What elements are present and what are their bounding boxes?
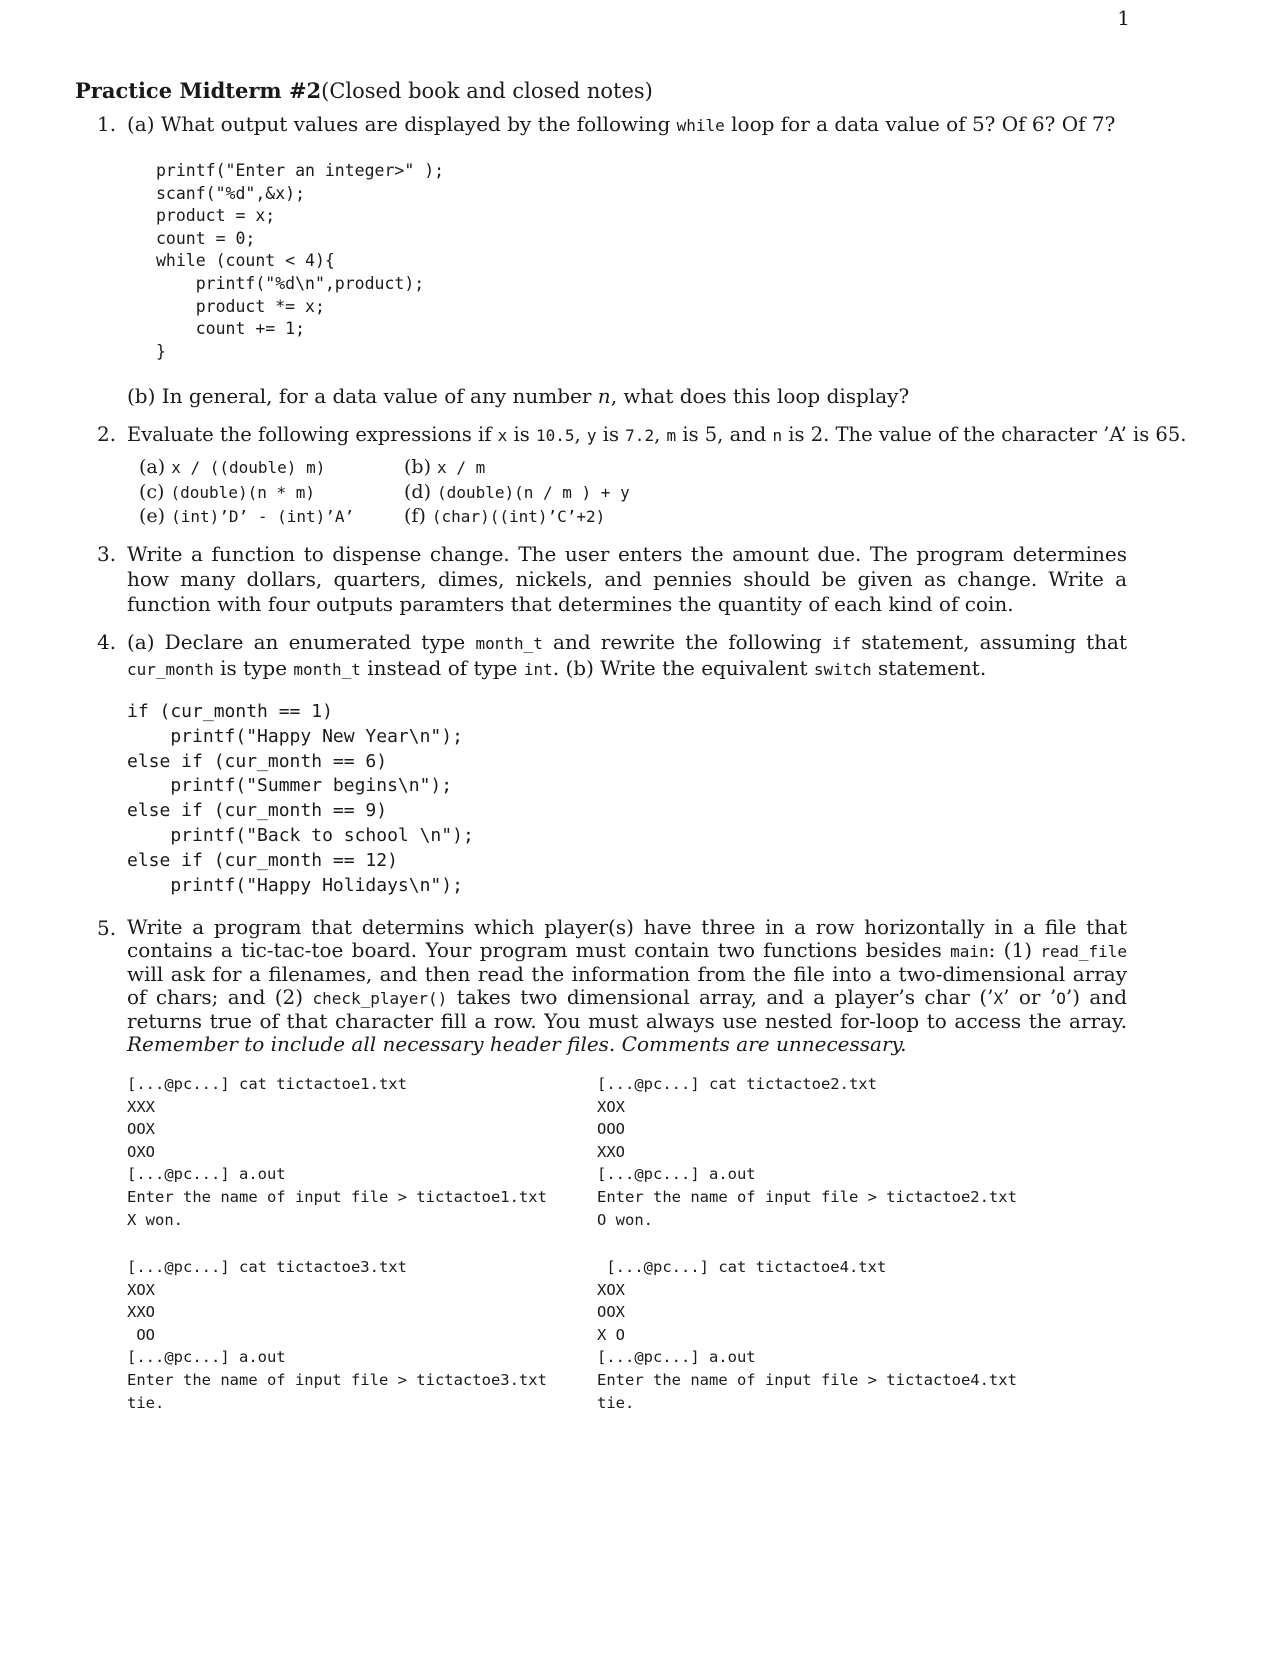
- expr-item: (b) x / m: [404, 456, 486, 478]
- terminal-line: OOX: [127, 1120, 155, 1139]
- q2-x: x: [497, 426, 508, 445]
- q1-text-1: (a) What output values are displayed by the following: [127, 112, 671, 136]
- page-number: 1: [1117, 6, 1130, 30]
- terminal-line: OOX: [597, 1303, 625, 1322]
- example-4: [597, 1256, 1017, 1414]
- question-4-number: 4.: [97, 630, 117, 654]
- q2-y-val: 7.2: [625, 426, 655, 445]
- q1b-text-2: , what does this loop display?: [610, 384, 910, 408]
- q2-text-end: is 2. The value of the character ’A’ is 65.: [788, 423, 1187, 446]
- q1-text-2: loop for a data value of 5? Of 6? Of 7?: [731, 112, 1116, 136]
- title-bold: Practice Midterm #2: [75, 78, 322, 103]
- code-line: product = x;: [156, 206, 276, 226]
- q2-is: is: [602, 423, 619, 446]
- q1b-var: n: [597, 384, 611, 408]
- question-4-text: (a) Declare an enumerated type month_t and rewrite the following if statement, assuming that cur_month is type month_t instead of type int. (b) Write the equivalent switch statement.: [127, 630, 1128, 680]
- code-line: printf("Summer begins\n");: [127, 775, 453, 797]
- q2-y: y: [586, 426, 597, 445]
- terminal-line: Enter the name of input file > tictactoe1.txt: [127, 1187, 547, 1206]
- terminal-line: [...@pc...] cat tictactoe1.txt: [127, 1075, 407, 1093]
- terminal-line: Enter the name of input file > tictactoe4.txt: [597, 1370, 1017, 1389]
- terminal-line: [...@pc...] a.out: [597, 1165, 756, 1184]
- code-line: printf("%d\n",product);: [156, 273, 425, 293]
- expr-item: (d) (double)(n / m ) + y: [404, 480, 630, 503]
- example-1: [127, 1073, 547, 1231]
- question-5-text: Write a program that determins which player(s) have three in a row horizontally in a file that contains a tic-tac-toe board. Your program must contain two functions besides main: (1) read_file will ask for a filenames, and then read the information from the file into a two-dimensional array of chars; and (2) check_player() takes two dimensional array, and a player’s char (’X’ or ’O’) and returns true of that character fill a row. You must always use nested for-loop to access the array. Remember to include all necessary header files. Comments are unnecessary.: [127, 915, 1128, 1056]
- code-line: printf("Happy New Year\n");: [127, 725, 463, 747]
- terminal-line: [...@pc...] a.out: [127, 1348, 286, 1367]
- example-3: [127, 1256, 547, 1414]
- q2-text: Evaluate the following expressions if: [127, 423, 492, 446]
- code-line: printf("Back to school \n");: [127, 824, 474, 846]
- terminal-line: OXO: [127, 1142, 155, 1161]
- terminal-line: Enter the name of input file > tictactoe3.txt: [127, 1370, 547, 1389]
- terminal-line: XXO: [597, 1142, 625, 1161]
- terminal-line: [...@pc...] a.out: [597, 1348, 756, 1367]
- question-3-text: Write a function to dispense change. The user enters the amount due. The program determines how many dollars, quarters, dimes, nickels, and pennies should be given as change. Write a function with four outputs paramters that determines the quantity of each kind of coin.: [127, 542, 1127, 616]
- code-line: product *= x;: [156, 296, 325, 316]
- question-2-expressions: [139, 455, 839, 535]
- q2-is: is: [513, 423, 530, 446]
- expr-item: (c) (double)(n * m): [139, 480, 316, 503]
- expr-item: (a) x / ((double) m): [139, 456, 326, 478]
- terminal-line: XOX: [597, 1280, 625, 1299]
- terminal-line: OOO: [597, 1120, 625, 1139]
- code-line: count += 1;: [156, 319, 306, 339]
- terminal-line: XXO: [127, 1303, 155, 1322]
- terminal-line: tie.: [127, 1393, 165, 1412]
- expr-item: (f) (char)((int)’C’+2): [404, 505, 606, 527]
- terminal-line: tie.: [597, 1393, 635, 1412]
- question-4-code: [127, 700, 474, 898]
- q2-m: m: [666, 426, 677, 445]
- code-line: printf("Happy Holidays\n");: [127, 874, 463, 896]
- code-line: else if (cur_month == 12): [127, 849, 398, 871]
- code-line: scanf("%d",&x);: [156, 183, 306, 203]
- expr-item: (e) (int)’D’ - (int)’A’: [139, 505, 355, 527]
- question-1-part-b: [127, 384, 909, 409]
- question-1-part-a: [127, 112, 1115, 138]
- q2-is: is 5, and: [682, 423, 767, 446]
- terminal-line: [...@pc...] cat tictactoe4.txt: [597, 1258, 887, 1276]
- title-rest: (Closed book and closed notes): [321, 79, 653, 103]
- terminal-line: XOX: [597, 1097, 625, 1116]
- terminal-line: O won.: [597, 1210, 653, 1229]
- terminal-line: X won.: [127, 1210, 183, 1229]
- terminal-line: XXX: [127, 1097, 155, 1116]
- code-line: if (cur_month == 1): [127, 701, 333, 722]
- code-line: count = 0;: [156, 228, 256, 248]
- terminal-line: [...@pc...] a.out: [127, 1165, 286, 1184]
- code-line: }: [156, 341, 166, 361]
- q1b-text-1: (b) In general, for a data value of any number: [127, 384, 592, 408]
- terminal-line: OO: [127, 1325, 155, 1344]
- question-1-code: [156, 160, 444, 363]
- q2-x-val: 10.5: [535, 426, 575, 445]
- terminal-line: [...@pc...] cat tictactoe2.txt: [597, 1075, 877, 1093]
- code-line: printf("Enter an integer>" );: [156, 161, 445, 180]
- q2-n: n: [772, 426, 783, 445]
- terminal-line: [...@pc...] cat tictactoe3.txt: [127, 1258, 407, 1276]
- question-3-number: 3.: [97, 542, 117, 566]
- code-line: else if (cur_month == 9): [127, 800, 388, 822]
- terminal-line: XOX: [127, 1280, 155, 1299]
- question-1-number: 1.: [97, 112, 117, 136]
- question-5-number: 5.: [97, 916, 117, 940]
- example-2: [597, 1073, 1017, 1231]
- q1-code-word: while: [676, 116, 725, 135]
- question-2-number: 2.: [97, 422, 117, 446]
- question-2-intro: Evaluate the following expressions if x is 10.5, y is 7.2, m is 5, and n is 2. The value of the character ’A’ is 65.: [127, 423, 1187, 446]
- terminal-line: Enter the name of input file > tictactoe2.txt: [597, 1187, 1017, 1206]
- code-line: else if (cur_month == 6): [127, 750, 388, 772]
- page-title: [75, 78, 653, 103]
- terminal-line: X O: [597, 1325, 625, 1344]
- code-line: while (count < 4){: [156, 251, 335, 271]
